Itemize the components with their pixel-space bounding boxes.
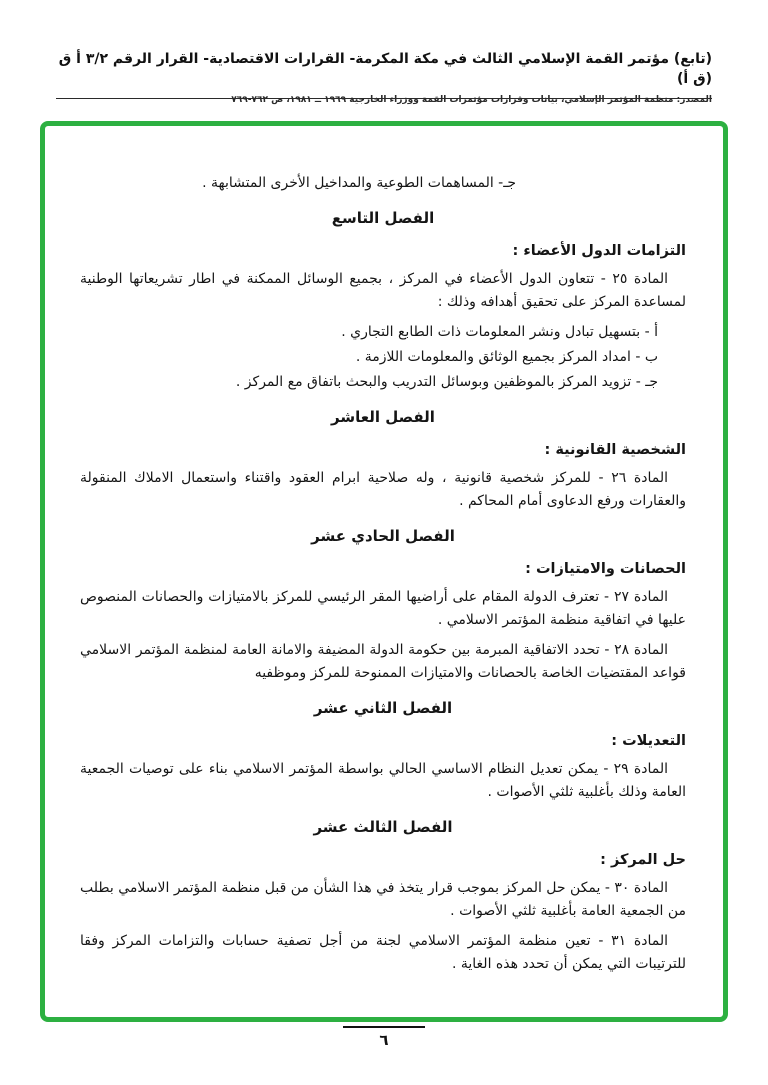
continuation-paragraph: جـ- المساهمات الطوعية والمداخيل الأخرى المتشابهة . [202,175,516,191]
chapter-heading-thirteen: الفصل الثالث عشر [313,818,453,836]
article-28: المادة ٢٨ - تحدد الاتفاقية المبرمة بين حكومة الدولة المضيفة والامانة العامة لمنظمة المؤتمر الاسلامي قواعد المقتضيات الخاصة بالحصانات والامتيازات الممنوحة للمركز وموظفيه [80,642,686,681]
document-header [56,50,712,105]
article-26: المادة ٢٦ - للمركز شخصية قانونية ، وله صلاحية ابرام العقود واقتناء واستعمال الاملاك المنقولة والعقارات ورفع الدعاوى أمام المحاكم . [80,470,686,509]
list-item-a: أ - بتسهيل تبادل ونشر المعلومات ذات الطابع التجاري . [341,324,658,340]
article-25: المادة ٢٥ - تتعاون الدول الأعضاء في المركز ، بجميع الوسائل الممكنة في اطار تشريعاتها الوطنية لمساعدة المركز على تحقيق أهدافه وذلك : [80,271,686,310]
article-31: المادة ٣١ - تعين منظمة المؤتمر الاسلامي لجنة من أجل تصفية حسابات والتزامات المركز وفقا للترتيبات التي يمكن أن تحدد هذه الغاية . [80,933,686,972]
section-heading-amendments: التعديلات : [611,733,686,749]
list-item-b: ب - امداد المركز بجميع الوثائق والمعلومات اللازمة . [355,349,658,365]
section-heading-member-obligations: التزامات الدول الأعضاء : [512,243,686,259]
chapter-heading-ten: الفصل العاشر [331,408,435,426]
document-title: (تابع) مؤتمر القمة الإسلامي الثالث في مكة المكرمة- القرارات الاقتصادية- القرار الرقم ٣/٢ أ ق (ق أ) [58,51,712,87]
footer-divider [343,1026,425,1028]
article-27: المادة ٢٧ - تعترف الدولة المقام على أراضيها المقر الرئيسي للمركز بالامتيازات والحصانات المنصوص عليها في اتفاقية منظمة المؤتمر الاسلامي . [80,589,686,628]
chapter-heading-nine: الفصل التاسع [331,209,435,227]
section-heading-dissolution: حل المركز : [600,852,686,868]
document-body [80,172,686,983]
chapter-heading-eleven: الفصل الحادي عشر [311,527,455,545]
article-29: المادة ٢٩ - يمكن تعديل النظام الاساسي الحالي بواسطة المؤتمر الاسلامي بناء على توصيات الجمعية العامة وذلك بأغلبية ثلثي الأصوات . [80,761,686,800]
page-number: ٦ [379,1031,389,1049]
section-heading-immunities-privileges: الحصانات والامتيازات : [525,561,686,577]
article-30: المادة ٣٠ - يمكن حل المركز بموجب قرار يتخذ في هذا الشأن من قبل منظمة المؤتمر الاسلامي بطلب من الجمعية العامة بأغلبية ثلثي الأصوات . [80,880,686,919]
document-source-line: المصدر: منظمة المؤتمر الإسلامي، بيانات وقرارات مؤتمرات القمة ووزراء الخارجية ١٩٦٩ ــ ١٩٨١، ص ٧٦٢-٧٦٩ [231,95,712,106]
document-footer [0,1026,768,1049]
section-heading-legal-personality: الشخصية القانونية : [544,442,686,458]
chapter-heading-twelve: الفصل الثاني عشر [313,699,453,717]
header-divider [56,98,712,99]
list-item-c: جـ - تزويد المركز بالموظفين وبوسائل التدريب والبحث باتفاق مع المركز . [235,374,658,390]
